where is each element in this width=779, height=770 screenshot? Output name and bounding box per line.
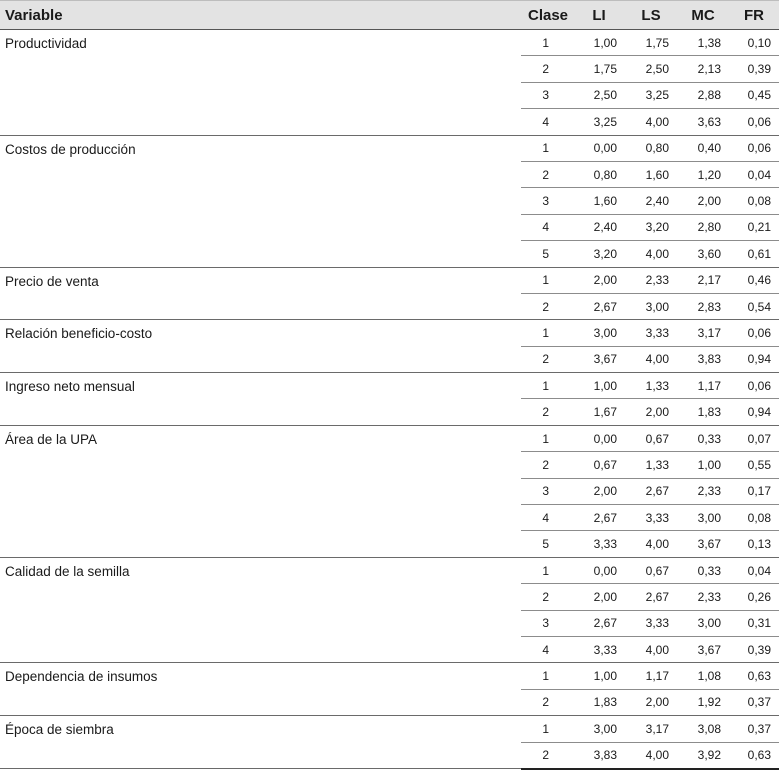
cell-fr: 0,08	[729, 505, 779, 531]
cell-ls: 1,33	[625, 452, 677, 478]
cell-clase: 2	[521, 346, 573, 372]
header-fr: FR	[729, 1, 779, 30]
variable-name: Ingreso neto mensual	[0, 373, 521, 426]
table-row	[0, 663, 779, 689]
cell-mc: 1,38	[677, 30, 729, 56]
cell-li: 3,20	[573, 241, 625, 267]
cell-li: 0,67	[573, 452, 625, 478]
cell-ls: 4,00	[625, 531, 677, 557]
cell-li: 1,67	[573, 399, 625, 425]
cell-ls: 4,00	[625, 742, 677, 769]
cell-li: 2,67	[573, 610, 625, 636]
cell-mc: 2,88	[677, 82, 729, 108]
cell-fr: 0,21	[729, 214, 779, 240]
table-body	[0, 30, 779, 769]
cell-clase: 3	[521, 610, 573, 636]
cell-fr: 0,46	[729, 267, 779, 293]
cell-mc: 0,33	[677, 425, 729, 451]
cell-fr: 0,37	[729, 716, 779, 742]
variable-name: Dependencia de insumos	[0, 663, 521, 716]
cell-clase: 3	[521, 478, 573, 504]
cell-mc: 2,17	[677, 267, 729, 293]
header-clase: Clase	[521, 1, 573, 30]
cell-li: 3,33	[573, 636, 625, 662]
cell-li: 0,00	[573, 135, 625, 161]
cell-clase: 2	[521, 452, 573, 478]
cell-mc: 1,20	[677, 161, 729, 187]
cell-fr: 0,63	[729, 663, 779, 689]
header-variable: Variable	[0, 1, 521, 30]
cell-ls: 3,33	[625, 610, 677, 636]
cell-ls: 0,67	[625, 557, 677, 583]
cell-clase: 2	[521, 584, 573, 610]
cell-fr: 0,39	[729, 636, 779, 662]
cell-li: 2,40	[573, 214, 625, 240]
cell-clase: 1	[521, 557, 573, 583]
cell-ls: 1,75	[625, 30, 677, 56]
cell-ls: 2,00	[625, 689, 677, 715]
cell-fr: 0,37	[729, 689, 779, 715]
cell-li: 1,75	[573, 56, 625, 82]
cell-li: 1,00	[573, 30, 625, 56]
cell-li: 2,67	[573, 505, 625, 531]
cell-fr: 0,94	[729, 399, 779, 425]
cell-mc: 3,60	[677, 241, 729, 267]
cell-clase: 5	[521, 241, 573, 267]
cell-clase: 2	[521, 689, 573, 715]
cell-ls: 0,67	[625, 425, 677, 451]
cell-fr: 0,39	[729, 56, 779, 82]
cell-clase: 3	[521, 82, 573, 108]
cell-mc: 3,92	[677, 742, 729, 769]
table-row	[0, 557, 779, 583]
cell-li: 3,00	[573, 716, 625, 742]
cell-ls: 1,33	[625, 373, 677, 399]
cell-mc: 3,67	[677, 636, 729, 662]
cell-clase: 2	[521, 742, 573, 769]
cell-clase: 2	[521, 56, 573, 82]
cell-clase: 1	[521, 373, 573, 399]
cell-ls: 3,00	[625, 293, 677, 319]
cell-clase: 1	[521, 716, 573, 742]
cell-mc: 2,13	[677, 56, 729, 82]
cell-li: 3,33	[573, 531, 625, 557]
table-row	[0, 425, 779, 451]
cell-li: 2,67	[573, 293, 625, 319]
cell-fr: 0,06	[729, 320, 779, 346]
cell-li: 2,00	[573, 478, 625, 504]
cell-mc: 3,63	[677, 109, 729, 135]
cell-mc: 2,00	[677, 188, 729, 214]
cell-clase: 1	[521, 135, 573, 161]
table-row	[0, 30, 779, 56]
cell-fr: 0,31	[729, 610, 779, 636]
cell-fr: 0,13	[729, 531, 779, 557]
cell-clase: 4	[521, 505, 573, 531]
cell-mc: 1,92	[677, 689, 729, 715]
cell-clase: 4	[521, 636, 573, 662]
cell-fr: 0,61	[729, 241, 779, 267]
cell-fr: 0,54	[729, 293, 779, 319]
variable-name: Calidad de la semilla	[0, 557, 521, 663]
cell-fr: 0,06	[729, 135, 779, 161]
table-row	[0, 135, 779, 161]
cell-mc: 2,33	[677, 478, 729, 504]
table-header	[0, 1, 779, 30]
cell-li: 0,00	[573, 557, 625, 583]
variable-name: Época de siembra	[0, 716, 521, 769]
cell-ls: 4,00	[625, 346, 677, 372]
cell-mc: 0,40	[677, 135, 729, 161]
cell-li: 1,00	[573, 373, 625, 399]
header-mc: MC	[677, 1, 729, 30]
cell-mc: 0,33	[677, 557, 729, 583]
cell-mc: 3,17	[677, 320, 729, 346]
cell-fr: 0,04	[729, 161, 779, 187]
cell-fr: 0,17	[729, 478, 779, 504]
table-row	[0, 320, 779, 346]
cell-ls: 0,80	[625, 135, 677, 161]
variable-name: Costos de producción	[0, 135, 521, 267]
cell-ls: 2,40	[625, 188, 677, 214]
cell-ls: 2,33	[625, 267, 677, 293]
cell-li: 1,60	[573, 188, 625, 214]
cell-clase: 1	[521, 320, 573, 346]
cell-ls: 4,00	[625, 241, 677, 267]
cell-clase: 2	[521, 399, 573, 425]
cell-mc: 3,67	[677, 531, 729, 557]
cell-mc: 3,00	[677, 610, 729, 636]
cell-ls: 2,50	[625, 56, 677, 82]
table-row	[0, 373, 779, 399]
cell-ls: 3,17	[625, 716, 677, 742]
cell-fr: 0,06	[729, 373, 779, 399]
cell-li: 2,00	[573, 584, 625, 610]
table-row	[0, 267, 779, 293]
cell-ls: 4,00	[625, 109, 677, 135]
header-row	[0, 1, 779, 30]
cell-li: 2,00	[573, 267, 625, 293]
cell-clase: 2	[521, 161, 573, 187]
cell-mc: 2,80	[677, 214, 729, 240]
cell-ls: 1,17	[625, 663, 677, 689]
header-li: LI	[573, 1, 625, 30]
cell-fr: 0,55	[729, 452, 779, 478]
cell-li: 0,80	[573, 161, 625, 187]
cell-ls: 3,33	[625, 505, 677, 531]
cell-ls: 3,25	[625, 82, 677, 108]
cell-ls: 3,20	[625, 214, 677, 240]
cell-fr: 0,10	[729, 30, 779, 56]
cell-clase: 3	[521, 188, 573, 214]
header-ls: LS	[625, 1, 677, 30]
variable-name: Relación beneficio-costo	[0, 320, 521, 373]
cell-ls: 2,67	[625, 478, 677, 504]
variable-name: Productividad	[0, 30, 521, 136]
cell-ls: 1,60	[625, 161, 677, 187]
cell-mc: 3,83	[677, 346, 729, 372]
cell-mc: 2,83	[677, 293, 729, 319]
cell-fr: 0,45	[729, 82, 779, 108]
cell-clase: 1	[521, 267, 573, 293]
cell-fr: 0,63	[729, 742, 779, 769]
cell-mc: 1,08	[677, 663, 729, 689]
cell-ls: 4,00	[625, 636, 677, 662]
variable-name: Precio de venta	[0, 267, 521, 320]
cell-li: 3,00	[573, 320, 625, 346]
cell-clase: 1	[521, 30, 573, 56]
table-row	[0, 716, 779, 742]
cell-li: 3,83	[573, 742, 625, 769]
cell-mc: 3,08	[677, 716, 729, 742]
cell-ls: 2,00	[625, 399, 677, 425]
cell-mc: 1,17	[677, 373, 729, 399]
cell-fr: 0,94	[729, 346, 779, 372]
cell-li: 1,83	[573, 689, 625, 715]
cell-clase: 1	[521, 663, 573, 689]
cell-li: 0,00	[573, 425, 625, 451]
cell-clase: 4	[521, 214, 573, 240]
cell-clase: 5	[521, 531, 573, 557]
cell-clase: 4	[521, 109, 573, 135]
cell-li: 3,67	[573, 346, 625, 372]
cell-mc: 1,00	[677, 452, 729, 478]
cell-fr: 0,06	[729, 109, 779, 135]
cell-clase: 1	[521, 425, 573, 451]
variable-name: Área de la UPA	[0, 425, 521, 557]
cell-li: 3,25	[573, 109, 625, 135]
cell-clase: 2	[521, 293, 573, 319]
cell-fr: 0,08	[729, 188, 779, 214]
cell-mc: 1,83	[677, 399, 729, 425]
cell-ls: 2,67	[625, 584, 677, 610]
cell-li: 2,50	[573, 82, 625, 108]
cell-li: 1,00	[573, 663, 625, 689]
cell-ls: 3,33	[625, 320, 677, 346]
cell-mc: 2,33	[677, 584, 729, 610]
cell-fr: 0,07	[729, 425, 779, 451]
cell-mc: 3,00	[677, 505, 729, 531]
cell-fr: 0,04	[729, 557, 779, 583]
cell-fr: 0,26	[729, 584, 779, 610]
